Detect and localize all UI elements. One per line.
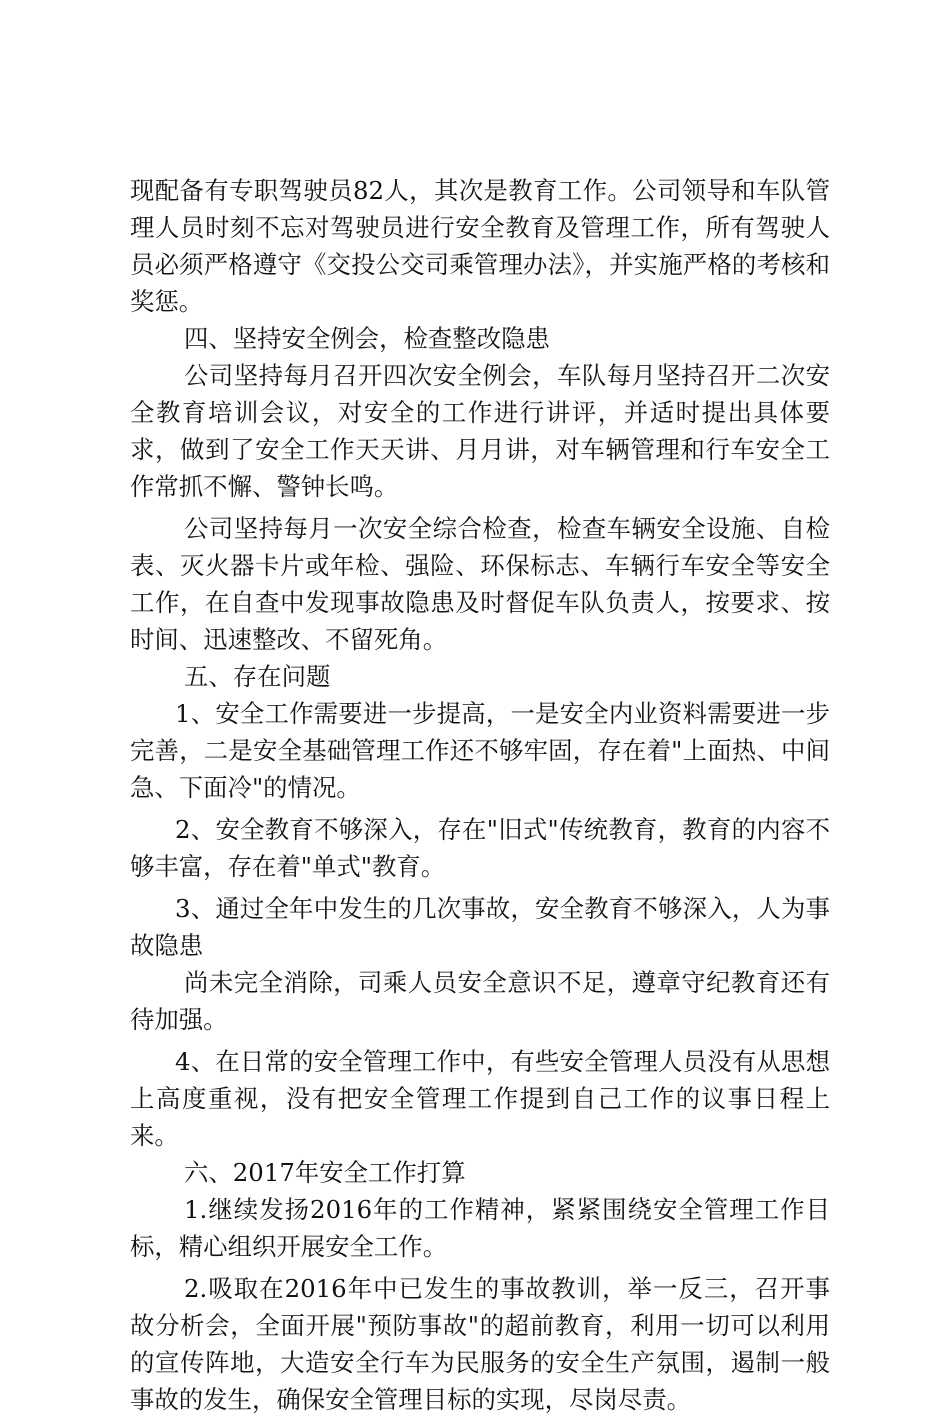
section-heading-safety-meetings: 四、坚持安全例会，检查整改隐患 xyxy=(184,324,550,353)
problem-item-3: 3、通过全年中发生的几次事故，安全教育不够深入，人为事故隐患 xyxy=(130,894,830,960)
paragraph-safety-meetings: 公司坚持每月召开四次安全例会，车队每月坚持召开二次安全教育培训会议，对安全的工作进行讲评，并适时提出具体要求，做到了安全工作天天讲、月月讲，对车辆管理和行车安全工作常抓不懈、警钟长鸣。 xyxy=(130,361,830,501)
paragraph-driver-education: 现配备有专职驾驶员82人，其次是教育工作。公司领导和车队管理人员时刻不忘对驾驶员进行安全教育及管理工作，所有驾驶人员必须严格遵守《交投公交司乘管理办法》，并实施严格的考核和奖惩。 xyxy=(130,176,830,316)
paragraph-safety-inspection: 公司坚持每月一次安全综合检查，检查车辆安全设施、自检表、灭火器卡片或年检、强险、环保标志、车辆行车安全等安全工作，在自查中发现事故隐患及时督促车队负责人，按要求、按时间、迅速整改、不留死角。 xyxy=(130,514,830,654)
plan-item-2: 2.吸取在2016年中已发生的事故教训，举一反三，召开事故分析会，全面开展"预防事故"的超前教育，利用一切可以利用的宣传阵地，大造安全行车为民服务的安全生产氛围，遏制一般事故的发生，确保安全管理目标的实现，尽岗尽责。 xyxy=(130,1274,830,1414)
document-body xyxy=(130,172,830,1418)
section-heading-2017-plan: 六、2017年安全工作打算 xyxy=(184,1158,466,1187)
section-heading-problems: 五、存在问题 xyxy=(184,662,331,691)
plan-item-1: 1.继续发扬2016年的工作精神，紧紧围绕安全管理工作目标，精心组织开展安全工作。 xyxy=(130,1195,830,1261)
problem-item-3-continued: 尚未完全消除，司乘人员安全意识不足，遵章守纪教育还有待加强。 xyxy=(130,968,830,1034)
problem-item-2: 2、安全教育不够深入，存在"旧式"传统教育，教育的内容不够丰富，存在着"单式"教育。 xyxy=(130,815,830,881)
problem-item-1: 1、安全工作需要进一步提高，一是安全内业资料需要进一步完善，二是安全基础管理工作还不够牢固，存在着"上面热、中间急、下面冷"的情况。 xyxy=(130,699,830,802)
problem-item-4: 4、在日常的安全管理工作中，有些安全管理人员没有从思想上高度重视，没有把安全管理工作提到自己工作的议事日程上来。 xyxy=(130,1047,830,1150)
